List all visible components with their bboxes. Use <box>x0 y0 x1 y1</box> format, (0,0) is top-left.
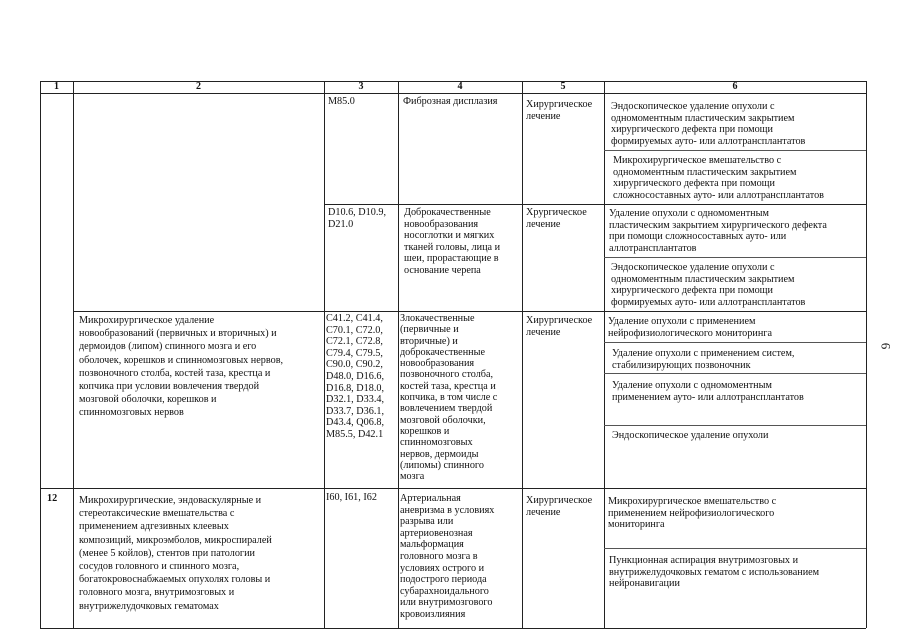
diagnosis-cell: Фиброзная дисплазия <box>403 96 498 107</box>
method-cell: Пункционная аспирация внутримозговых и внутрижелудочковых гематом с использованием нейронавигации <box>609 555 820 590</box>
col-line-0 <box>40 81 41 628</box>
col-line-4 <box>522 81 523 628</box>
method-cell: Микрохирургическое вмешательство с одномоментным пластическим закрытием хирургического дефекта при помощи сложносоставных ауто- или аллотрансплантатов <box>613 155 824 201</box>
treatment-cell: Хирургическое лечение <box>526 315 593 338</box>
method-separator <box>604 342 866 343</box>
table-bottom-border <box>40 628 866 629</box>
diagnosis-cell: Злокачественные (первичные и вторичные) и доброкачественные новообразования позвоночного столба, костей таза, крестца и копчика, в том числе с вовлечением твердой мозговой оболочки, корешков и спинномозговых нервов, дермоиды (липомы) спинного мозга <box>400 313 498 483</box>
treatment-cell: Хирургическое лечение <box>526 495 593 518</box>
codes-cell: I60, I61, I62 <box>326 492 377 503</box>
method-cell: Удаление опухоли с одномоментным пластическим закрытием хирургического дефекта при помощи сложносоставных ауто- или аллотрансплантатов <box>609 208 827 254</box>
method-cell: Эндоскопическое удаление опухоли с одномоментным пластическим закрытием хирургического дефекта при помощи формируемых ауто- или аллотрансплантатов <box>611 262 806 308</box>
method-separator <box>604 373 866 374</box>
header-cell-6: 6 <box>732 81 738 92</box>
codes-cell: C41.2, C41.4, C70.1, C72.0, C72.1, C72.8, C79.4, C79.5, C90.0, C90.2, D48.0, D16.6, D16.8, D18.0, D32.1, D33.4, D33.7, D36.1, D43.4, Q06.8, M85.5, D42.1 <box>326 313 385 440</box>
col-line-3 <box>398 81 399 628</box>
page-number: 6 <box>878 342 894 350</box>
row-separator-a1 <box>324 204 866 205</box>
diagnosis-cell: Доброкачественные новообразования носоглотки и мягких тканей головы, лица и шеи, прорастающие в основание черепа <box>404 207 501 276</box>
method-cell: Эндоскопическое удаление опухоли <box>612 430 769 441</box>
treatment-cell: Хирургическое лечение <box>526 99 593 122</box>
procedure-name-cell: Микрохирургическое удаление новообразований (первичных и вторичных) и дермоидов (липом) спинного мозга и его оболочек, корешков и спинномозговых нервов, позвоночного столба, костей таза, крестца и копчика при условии вовлечения твердой мозговой оболочки, корешков и спинномозговых нервов <box>79 315 284 419</box>
row-separator-bc <box>40 488 866 489</box>
method-separator <box>604 548 866 549</box>
header-cell-5: 5 <box>560 81 566 92</box>
header-cell-2: 2 <box>196 81 201 92</box>
header-bottom-border <box>40 93 866 94</box>
col-line-2 <box>324 81 325 628</box>
codes-cell: D10.6, D10.9, D21.0 <box>328 207 387 230</box>
diagnosis-cell: Артериальная аневризма в условиях разрыва или артериовенозная мальформация головного мозга в условиях острого и подострого периода субарахноидального или внутримозгового кровоизлияния <box>400 493 495 620</box>
method-separator <box>604 257 866 258</box>
procedure-name-cell: Микрохирургические, эндоваскулярные и стереотаксические вмешательства с применением адгезивных клеевых композиций, микроэмболов, микроспиралей (менее 5 койлов), стентов при патологии сосудов головного и спинного мозга, богатокровоснабжаемых опухолях головы и головного мозга, внутримозговых и внутрижелудочковых гематомах <box>79 495 272 612</box>
header-cell-4: 4 <box>457 81 463 92</box>
method-cell: Удаление опухоли с одномоментным применением ауто- или аллотрансплантатов <box>612 380 804 403</box>
method-separator <box>604 425 866 426</box>
treatment-cell: Хрургическое лечение <box>526 207 587 230</box>
method-cell: Эндоскопическое удаление опухоли с одномоментным пластическим закрытием хирургического дефекта при помощи формируемых ауто- или аллотрансплантатов <box>611 101 806 147</box>
header-cell-1: 1 <box>54 81 59 92</box>
method-separator <box>604 150 866 151</box>
row-number-cell: 12 <box>47 493 58 504</box>
header-cell-3: 3 <box>358 81 364 92</box>
col-line-1 <box>73 81 74 628</box>
row-separator-ab <box>73 311 866 312</box>
method-cell: Удаление опухоли с применением систем, стабилизирующих позвоночник <box>612 348 795 371</box>
col-line-6 <box>866 81 867 628</box>
method-cell: Микрохирургическое вмешательство с применением нейрофизиологического мониторинга <box>608 496 777 531</box>
method-cell: Удаление опухоли с применением нейрофизиологического мониторинга <box>608 316 772 339</box>
col-line-5 <box>604 81 605 628</box>
codes-cell: M85.0 <box>328 96 355 107</box>
